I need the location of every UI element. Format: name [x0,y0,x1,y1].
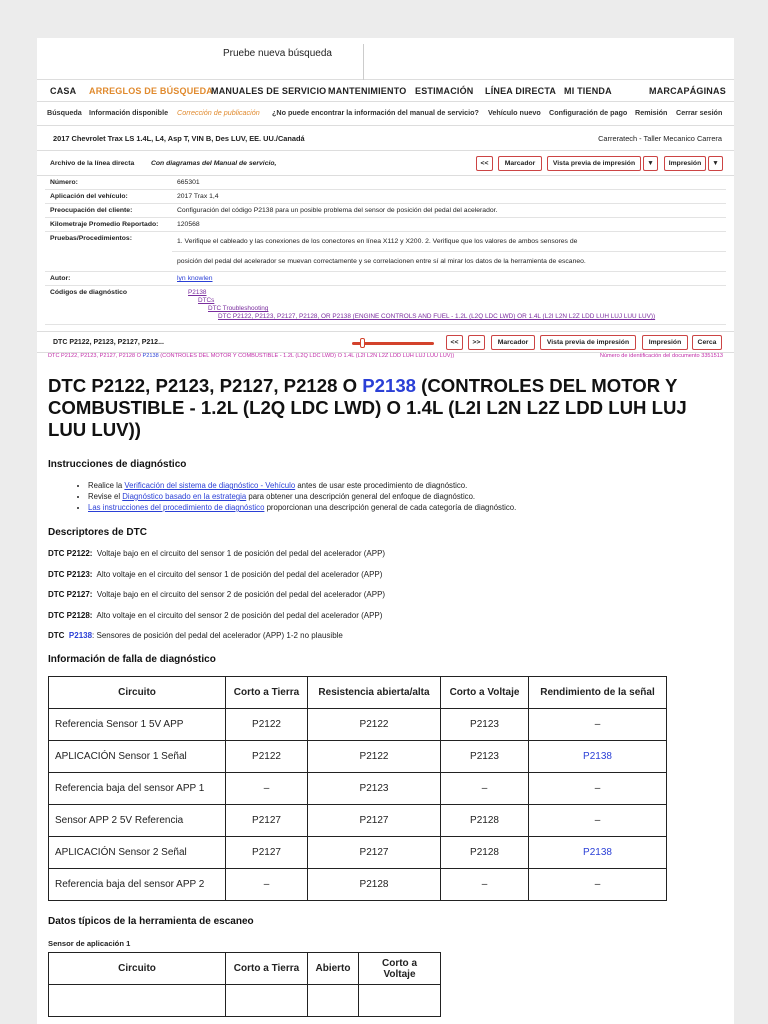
archive-toolbar [37,152,734,176]
cell [226,985,308,1017]
sub-nav [0,104,768,122]
archive-desc: Con diagramas del Manual de servicio, [151,160,277,167]
list-item [88,480,516,491]
dtc-code: DTC P2122: [48,549,93,558]
cell: – [441,773,529,805]
table-row [45,190,726,204]
codes-label: Códigos de diagnóstico [45,286,172,325]
cell: P2123 [308,773,441,805]
table-row [45,286,726,325]
doc-next-button[interactable]: >> [468,335,485,350]
code-link-troubleshooting[interactable]: DTC Troubleshooting [208,305,269,312]
prev-button[interactable]: << [476,156,493,171]
table-row [45,218,726,232]
vehicle-name: 2017 Chevrolet Trax LS 1.4L, L4, Asp T, VIN B, Des LUV, EE. UU./Canadá [53,134,305,143]
dtc-desc: : Sensores de posición del pedal del acelerador (APP) 1-2 no plausible [92,631,343,640]
fail-info-table [48,676,667,901]
bookmark-button[interactable]: Marcador [498,156,542,171]
header-short-ground: Corto a Tierra [226,677,308,709]
scan-data-heading: Datos típicos de la herramienta de escaneo [48,916,254,927]
page-title [48,375,728,441]
doc-close-button[interactable]: Cerca [692,335,722,350]
table-row [49,741,667,773]
author-label: Autor: [45,272,172,286]
document-crumb: DTC P2122, P2123, P2127, P212... [53,339,164,346]
descriptor-p2123 [48,570,382,579]
dtc-code: DTC P2127: [48,590,93,599]
cell: – [529,869,667,901]
nav-casa[interactable]: CASA [50,86,77,96]
subnav-no-encuentra[interactable]: ¿No puede encontrar la información del manual de servicio? [272,108,479,117]
dtc-desc: Voltaje bajo en el circuito del sensor 1 de posición del pedal del acelerador (APP) [96,549,386,558]
header-open: Resistencia abierta/alta [308,677,441,709]
diag-instructions-list [88,480,516,513]
table-header-row [49,953,441,985]
header-open: Abierto [308,953,359,985]
path-post: (CONTROLES DEL MOTOR Y COMBUSTIBLE - 1.2L (L2Q LDC LWD) O 1.4L (L2I L2N L2Z LDD LUH LUJ LUU LUV)) [158,353,455,359]
descriptor-p2127 [48,590,385,599]
cell: Referencia baja del sensor APP 1 [49,773,226,805]
code-link-dtcs[interactable]: DTCs [198,297,215,304]
document-toolbar [37,331,734,353]
subnav-busqueda[interactable]: Búsqueda [47,108,82,117]
mileage-value: 120568 [172,218,726,232]
table-row [49,805,667,837]
path-pre: DTC P2122, P2123, P2127, P2128 O [48,353,143,359]
subnav-remision[interactable]: Remisión [635,108,668,117]
diag-instructions-heading: Instrucciones de diagnóstico [48,459,187,470]
list-item [88,502,516,513]
print-button[interactable]: Impresión [664,156,706,171]
subnav-info-disponible[interactable]: Información disponible [89,108,169,117]
tests-line-1: 1. Verifique el cableado y las conexiones de los conectores en línea X112 y X200. 2. Verifique que los valores de ambos sensores de [172,232,726,252]
item-text: antes de usar este procedimiento de diagnóstico. [295,481,468,490]
item-text: proporcionan una descripción general de cada categoría de diagnóstico. [264,503,517,512]
strategy-link[interactable]: Diagnóstico basado en la estrategia [122,492,247,501]
cell: – [529,805,667,837]
list-item [88,491,516,502]
cell: P2127 [308,837,441,869]
title-code: P2138 [362,375,417,396]
cell: P2122 [308,741,441,773]
header-short-voltage: Corto a Voltaje [441,677,529,709]
cell-link-p2138[interactable]: P2138 [529,837,667,869]
author-link[interactable]: lyn knowlen [177,275,213,282]
slider-handle[interactable] [360,338,365,348]
cell: P2123 [441,741,529,773]
descriptors-heading: Descriptores de DTC [48,527,147,538]
verification-link[interactable]: Verificación del sistema de diagnóstico - Vehículo [124,481,296,490]
concern-label: Preocupación del cliente: [45,204,172,218]
doc-bookmark-button[interactable]: Marcador [491,335,535,350]
descriptor-p2128 [48,611,382,620]
subnav-correccion[interactable]: Corrección de publicación [177,108,260,117]
cell: – [441,869,529,901]
cell: – [226,773,308,805]
tests-label: Pruebas/Procedimientos: [45,232,172,272]
cell: P2127 [308,805,441,837]
numero-value: 665301 [172,176,726,190]
cell [359,985,441,1017]
hotline-info-table [45,176,726,325]
nav-mi-tienda[interactable]: MI TIENDA [564,86,612,96]
cell: APLICACIÓN Sensor 2 Señal [49,837,226,869]
document-id: Número de identificación del documento 3351513 [599,353,723,359]
app-label: Aplicación del vehículo: [45,190,172,204]
tests-line-2: posición del pedal del acelerador se muevan correctamente y se correlacionen entre sí al mirar los datos de la herramienta de escaneo. [172,252,726,272]
dtc-desc: Alto voltaje en el circuito del sensor 2 de posición del pedal del acelerador (APP) [96,611,383,620]
dtc-code: DTC P2128: [48,611,93,620]
new-search-link[interactable]: Pruebe nueva búsqueda [223,48,332,59]
cell: Referencia Sensor 1 5V APP [49,709,226,741]
table-row [45,176,726,190]
cell: P2128 [308,869,441,901]
cell: APLICACIÓN Sensor 1 Señal [49,741,226,773]
nav-linea-directa[interactable]: LÍNEA DIRECTA [485,86,557,96]
cell: Referencia baja del sensor APP 2 [49,869,226,901]
dtc-code-p2138: P2138 [68,631,93,640]
subnav-vehiculo-nuevo[interactable]: Vehículo nuevo [488,108,541,117]
header-short-ground: Corto a Tierra [226,953,308,985]
cell [308,985,359,1017]
cell: P2128 [441,837,529,869]
table-row [49,709,667,741]
table-row [45,232,726,252]
scan-data-table [48,952,441,1017]
header-box [37,38,734,80]
concern-value: Configuración del código P2138 para un posible problema del sensor de posición del pedal del acelerador. [172,204,726,218]
nav-estimacion[interactable]: ESTIMACIÓN [415,86,474,96]
cell: – [529,773,667,805]
table-row [49,773,667,805]
header-circuit: Circuito [49,677,226,709]
numero-label: Número: [45,176,172,190]
descriptor-p2122 [48,549,385,558]
divider [363,44,364,80]
archive-label: Archivo de la línea directa [50,160,135,167]
table-row [49,869,667,901]
procedure-instructions-link[interactable]: Las instrucciones del procedimiento de diagnóstico [88,503,265,512]
preview-dropdown-icon[interactable]: ▼ [643,156,658,171]
app-value: 2017 Trax 1,4 [172,190,726,204]
doc-print-button[interactable]: Impresión [642,335,688,350]
cell: – [226,869,308,901]
document-path [48,353,728,359]
item-text: Revise el [88,492,123,501]
header-signal-performance: Rendimiento de la señal [529,677,667,709]
cell: Sensor APP 2 5V Referencia [49,805,226,837]
item-text: para obtener una descripción general del enfoque de diagnóstico. [246,492,476,501]
cell: P2127 [226,805,308,837]
scan-sub-heading: Sensor de aplicación 1 [48,939,131,948]
table-row [49,837,667,869]
subnav-config-pago[interactable]: Configuración de pago [549,108,628,117]
table-row [49,985,441,1017]
dtc-desc: Voltaje bajo en el circuito del sensor 2 de posición del pedal del acelerador (APP) [96,590,386,599]
fail-info-heading: Información de falla de diagnóstico [48,654,216,665]
cell: P2123 [441,709,529,741]
print-preview-button[interactable]: Vista previa de impresión [547,156,641,171]
doc-print-preview-button[interactable]: Vista previa de impresión [540,335,636,350]
dtc-code: DTC P2123: [48,570,93,579]
descriptor-p2138 [48,631,343,640]
header-short-voltage: Corto a Voltaje [359,953,441,985]
code-link-dtc-full[interactable]: DTC P2122, P2123, P2127, P2128, OR P2138 (ENGINE CONTROLS AND FUEL - 1.2L (L2Q LDC LWD) OR 1.4L (L2I L2N L2Z LDD LUH LUJ LUU LUV)) [218,313,656,320]
table-row [45,272,726,286]
cell [49,985,226,1017]
vehicle-row [37,125,734,151]
nav-marcapaginas[interactable]: MARCAPÁGINAS [649,86,726,96]
title-pre: DTC P2122, P2123, P2127, P2128 O [48,375,363,396]
main-nav [37,80,734,102]
subnav-cerrar-sesion[interactable]: Cerrar sesión [676,108,723,117]
nav-mantenimiento[interactable]: MANTENIMIENTO [328,86,407,96]
table-row [45,204,726,218]
cell: P2122 [308,709,441,741]
dtc-desc: Alto voltaje en el circuito del sensor 1 de posición del pedal del acelerador (APP) [96,570,383,579]
print-dropdown-icon[interactable]: ▼ [708,156,723,171]
nav-arreglos[interactable]: ARREGLOS DE BÚSQUEDA [89,86,214,96]
cell: – [529,709,667,741]
cell: P2128 [441,805,529,837]
doc-prev-button[interactable]: << [446,335,463,350]
shop-name: Carreratech - Taller Mecanico Carrera [598,134,722,143]
dtc-code: DTC [48,631,65,640]
cell: P2122 [226,709,308,741]
item-text: Realice la [88,481,125,490]
nav-manuales[interactable]: MANUALES DE SERVICIO [211,86,327,96]
cell-link-p2138[interactable]: P2138 [529,741,667,773]
path-code: P2138 [142,353,159,359]
header-circuit: Circuito [49,953,226,985]
title-post: (CONTROLES DEL MOTOR Y COMBUSTIBLE - 1.2L (L2Q LDC LWD) O 1.4L (L2I L2N L2Z LDD LUH LUJ LUU LUV)) [48,375,687,440]
code-link-p2138[interactable]: P2138 [188,289,207,296]
cell: P2122 [226,741,308,773]
table-header-row [49,677,667,709]
cell: P2127 [226,837,308,869]
mileage-label: Kilometraje Promedio Reportado: [45,218,172,232]
